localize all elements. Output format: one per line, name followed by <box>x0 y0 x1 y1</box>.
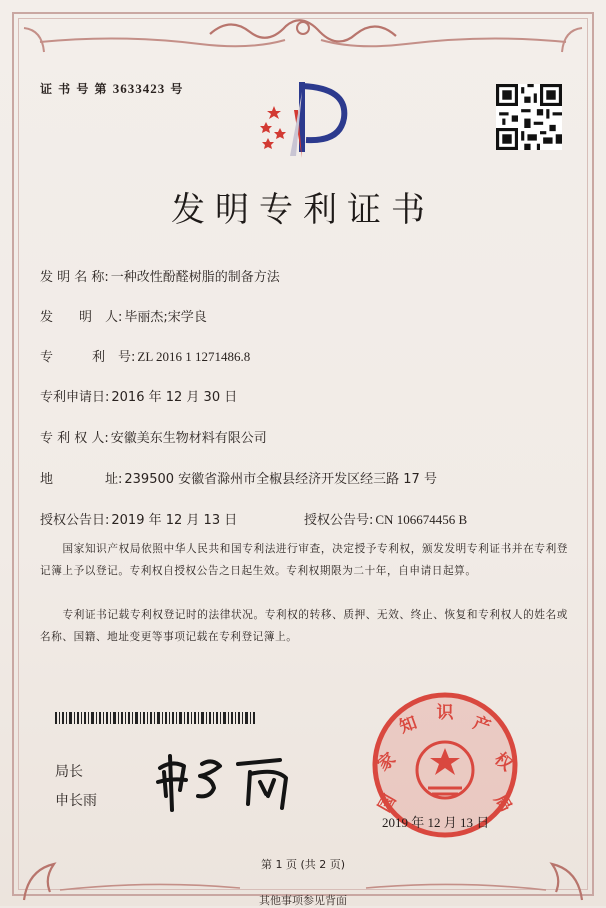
field-patent-number <box>40 346 250 365</box>
certificate-title: 发明专利证书 <box>171 190 435 230</box>
field-value: 一种改性酚醛树脂的制备方法 <box>110 270 280 285</box>
field-label: 授权公告日: <box>40 513 110 528</box>
field-value: 毕丽杰;宋学良 <box>124 310 207 325</box>
paragraph-grant-decision: 国家知识产权局依照中华人民共和国专利法进行审查，决定授予专利权，颁发发明专利证书并在专利登记簿上予以登记。专利权自授权公告之日起生效。专利权期限为二十年，自申请日起算。 <box>40 543 568 577</box>
page-number: 第 1 页 (共 2 页) <box>260 858 346 871</box>
signatory-name: 申长雨 <box>55 793 97 809</box>
field-label: 专 利 权 人: <box>40 431 109 446</box>
field-patentee <box>40 427 267 446</box>
field-label: 发 明 名 称: <box>40 270 109 285</box>
certificate-number-label: 证 书 号 第 <box>40 82 108 96</box>
svg-text:家: 家 <box>373 749 400 776</box>
certificate-number-suffix: 号 <box>170 82 184 96</box>
svg-text:知: 知 <box>396 712 420 738</box>
qr-code-icon <box>496 84 562 150</box>
footer-note: 其他事项参见背面 <box>259 894 347 907</box>
svg-text:识: 识 <box>436 703 454 723</box>
field-value: ZL 2016 1 1271486.8 <box>137 349 251 364</box>
barcode-icon <box>55 712 255 724</box>
patent-office-logo-icon <box>254 70 354 170</box>
svg-text:产: 产 <box>470 712 494 738</box>
field-label: 专利申请日: <box>40 390 110 405</box>
field-value: 安徽美东生物材料有限公司 <box>110 431 267 446</box>
field-label: 专 利 号: <box>40 350 136 365</box>
svg-text:权: 权 <box>490 749 517 776</box>
field-label: 授权公告号: <box>304 513 374 528</box>
field-invention-name <box>40 266 280 285</box>
field-value: 239500 安徽省滁州市全椒县经济开发区经三路 17 号 <box>124 472 437 487</box>
field-label: 发 明 人: <box>40 310 123 325</box>
svg-text:国: 国 <box>374 791 401 816</box>
handwritten-signature <box>150 738 310 818</box>
field-value: 2019 年 12 月 13 日 <box>111 513 238 528</box>
field-inventors <box>40 306 207 325</box>
certificate-number <box>40 80 183 97</box>
paragraph-legal-status: 专利证书记载专利权登记时的法律状况。专利权的转移、质押、无效、终止、恢复和专利权人的姓名或名称、国籍、地址变更等事项记载在专利登记簿上。 <box>40 609 568 643</box>
field-value: 2016 年 12 月 30 日 <box>111 390 238 405</box>
field-value: CN 106674456 B <box>375 512 468 527</box>
certificate-number-value: 3633423 <box>112 81 166 96</box>
field-application-date <box>40 386 237 405</box>
signatory-title: 局长 <box>55 764 83 780</box>
seal-date: 2019 年 12 月 13 日 <box>382 815 490 830</box>
field-grant-number <box>304 509 467 528</box>
field-label: 地 址: <box>40 472 123 487</box>
field-grant-date <box>40 509 237 528</box>
svg-text:局: 局 <box>489 791 516 816</box>
field-address <box>40 468 437 487</box>
